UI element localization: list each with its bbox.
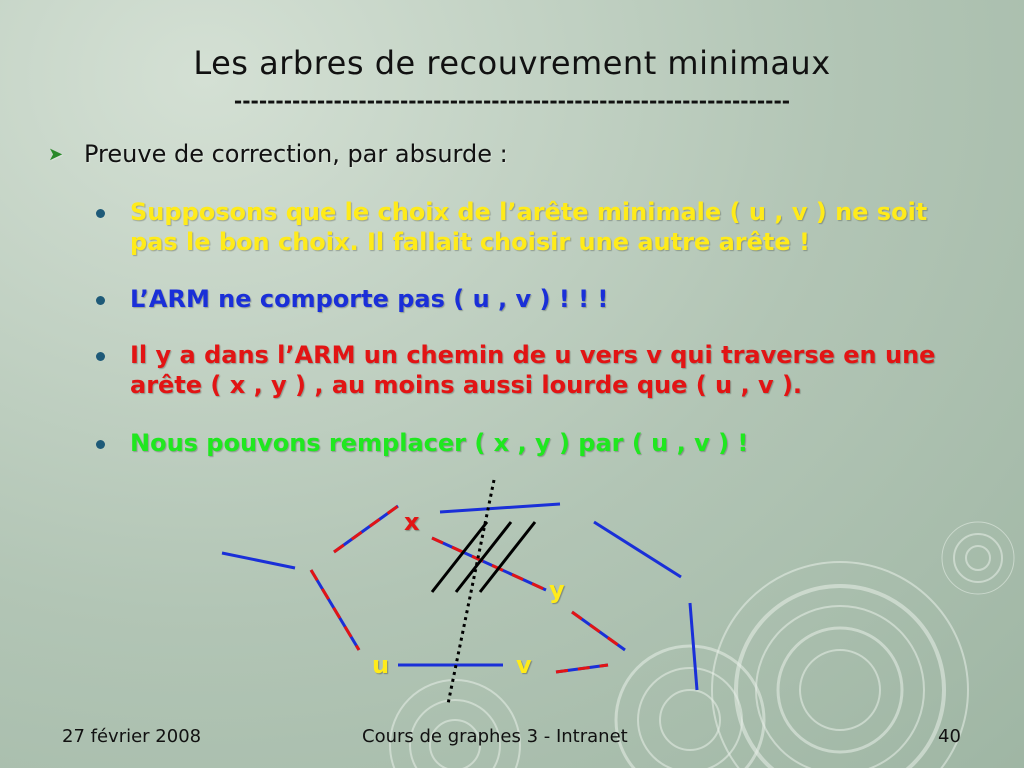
edge-blue-right-vert: [690, 603, 697, 690]
bullet-text-4: Nous pouvons remplacer ( x , y ) par ( u , v ) !: [130, 429, 749, 457]
bullet-text-3: Il y a dans l’ARM un chemin de u vers v qui traverse en une arête ( x , y ) , au moins aussi lourde que ( u , v ).: [130, 341, 936, 399]
footer-course: Cours de graphes 3 - Intranet: [362, 726, 628, 747]
label-y: y: [549, 576, 565, 604]
footer-page-number: 40: [938, 726, 961, 747]
label-v: v: [516, 651, 532, 679]
cut-dotted-line: [448, 480, 494, 704]
edge-path-4-dash: [556, 665, 608, 672]
edge-blue-right-diag: [594, 522, 681, 577]
slide-title: Les arbres de recouvrement minimaux: [193, 44, 831, 82]
edge-path-3-dash: [572, 612, 625, 650]
label-u: u: [372, 651, 390, 679]
edge-blue-left: [222, 553, 295, 568]
bullet-text-1: Supposons que le choix de l’arête minimale ( u , v ) ne soit pas le bon choix. Il fallait choisir une autre arête !: [130, 198, 928, 256]
bullet-text-2: L’ARM ne comporte pas ( u , v ) ! ! !: [130, 285, 609, 313]
footer-date: 27 février 2008: [62, 726, 202, 747]
label-x: x: [404, 508, 420, 536]
strike-line-2: [456, 522, 511, 592]
level1-text: Preuve de correction, par absurde :: [84, 140, 508, 168]
arrow-bullet-icon: ➤: [48, 144, 64, 165]
title-dashed-rule: -------------------------------------------------------------------: [233, 89, 791, 113]
edge-blue-top: [440, 504, 560, 512]
